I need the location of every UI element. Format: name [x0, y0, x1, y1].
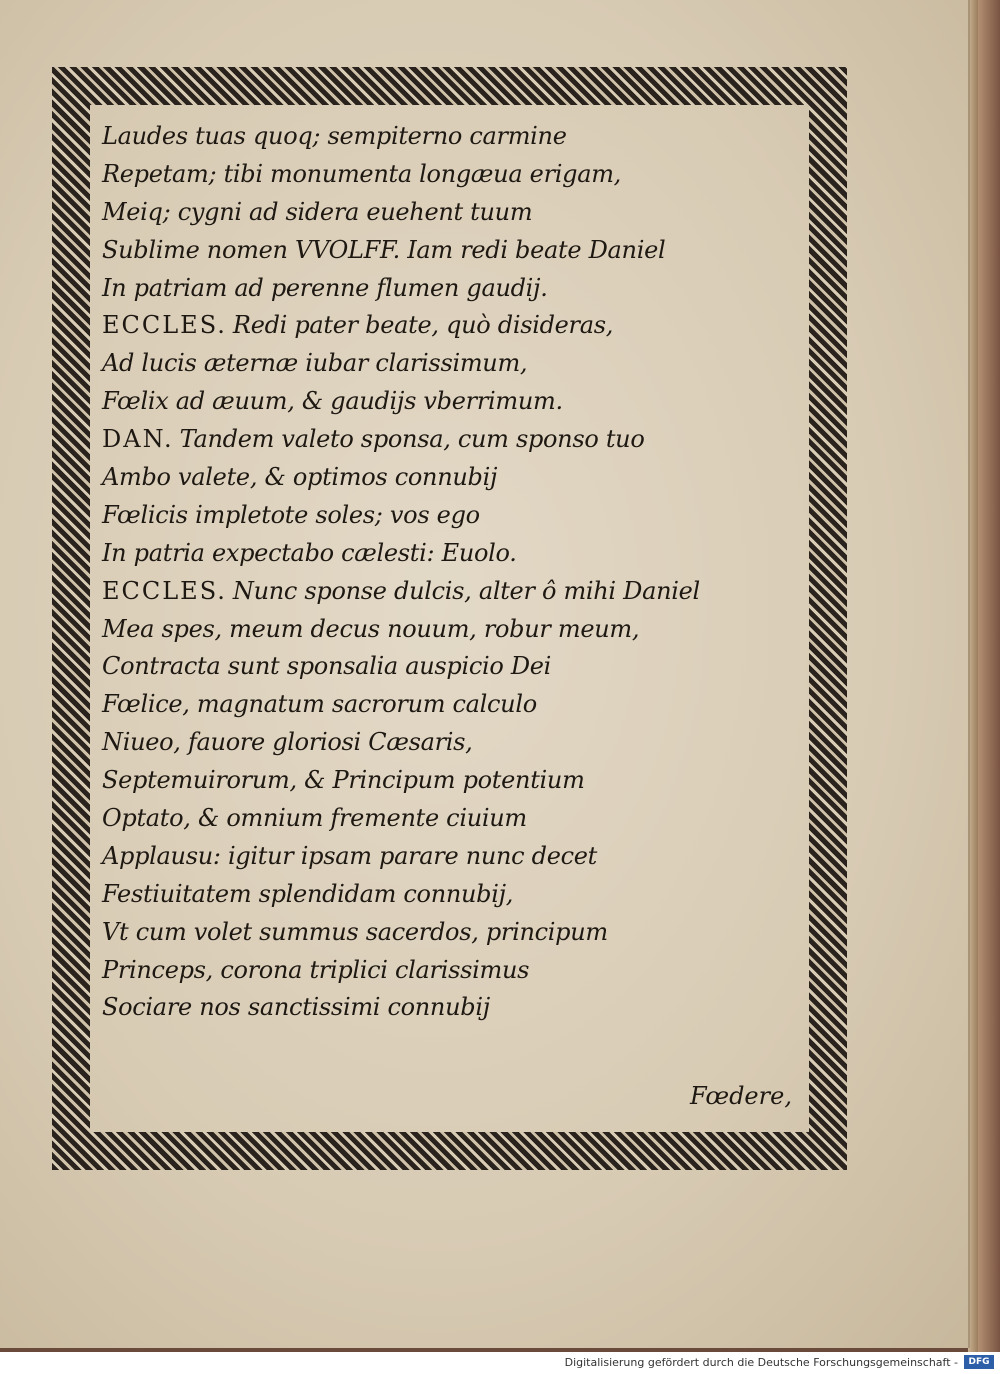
text-line [102, 421, 792, 459]
catchword: Fœdere, [690, 1082, 792, 1110]
text-line [102, 724, 792, 762]
text-line [102, 611, 792, 649]
verse-text: Tandem valeto sponsa, cum sponso tuo [179, 425, 645, 454]
verse-text: Meiq; cygni ad sidera euehent tuum [102, 197, 533, 226]
verse-text: Niueo, fauore gloriosi Cæsaris, [102, 728, 473, 757]
text-line [102, 535, 792, 573]
text-line [102, 270, 792, 308]
verse-text: Sublime nomen VVOLFF. Iam redi beate Daniel [102, 235, 666, 264]
text-line [102, 876, 792, 914]
text-line [102, 648, 792, 686]
text-line [102, 156, 792, 194]
text-line [102, 573, 792, 611]
text-line [102, 232, 792, 270]
verse-text: Sociare nos sanctissimi connubij [102, 993, 490, 1022]
footer-bar [0, 1352, 1000, 1374]
verse-text: Ambo valete, & optimos connubij [102, 463, 498, 492]
text-line [102, 762, 792, 800]
text-line [102, 686, 792, 724]
text-line [102, 497, 792, 535]
speaker-label: ECCLES. [102, 576, 227, 605]
speaker-label: DAN. [102, 425, 174, 454]
text-line [102, 383, 792, 421]
footer-credit: Digitalisierung gefördert durch die Deutsche Forschungsgemeinschaft - [564, 1356, 958, 1369]
text-line [102, 989, 792, 1027]
text-line [102, 914, 792, 952]
text-line [102, 307, 792, 345]
verse-text: Vt cum volet summus sacerdos, principum [102, 917, 608, 946]
verse-text: Contracta sunt sponsalia auspicio Dei [102, 652, 552, 681]
text-line [102, 800, 792, 838]
verse-text: Mea spes, meum decus nouum, robur meum, [102, 614, 640, 643]
speaker-label: ECCLES. [102, 311, 227, 340]
verse-text: Fœlicis impletote soles; vos ego [102, 500, 480, 529]
verse-text: Fœlice, magnatum sacrorum calculo [102, 690, 537, 719]
verse-text: Festiuitatem splendidam connubij, [102, 879, 514, 908]
verse-text: In patria expectabo cælesti: Euolo. [102, 538, 517, 567]
book-cover-edge [978, 0, 1000, 1352]
verse-text: Fœlix ad æuum, & gaudijs vberrimum. [102, 387, 563, 416]
verse-text: Applausu: igitur ipsam parare nunc decet [102, 841, 598, 870]
text-line [102, 459, 792, 497]
verse-text: Laudes tuas quoq; sempiterno carmine [102, 122, 567, 150]
verse-text: Septemuirorum, & Principum potentium [102, 766, 585, 795]
verse-text: In patriam ad perenne flumen gaudij. [102, 273, 548, 302]
verse-text: Nunc sponse dulcis, alter ô mihi Daniel [232, 576, 700, 605]
text-line [102, 345, 792, 383]
verse-text: Ad lucis æternæ iubar clarissimum, [102, 349, 528, 378]
verse-text: Optato, & omnium fremente ciuium [102, 804, 527, 833]
text-line [102, 118, 792, 156]
poem-text [102, 118, 792, 1027]
text-line [102, 952, 792, 990]
text-line [102, 838, 792, 876]
verse-text: Redi pater beate, quò disideras, [232, 311, 614, 340]
verse-text: Repetam; tibi monumenta longæua erigam, [102, 159, 621, 188]
verse-text: Princeps, corona triplici clarissimus [102, 955, 530, 984]
dfg-logo: DFG [964, 1355, 994, 1369]
text-line [102, 194, 792, 232]
